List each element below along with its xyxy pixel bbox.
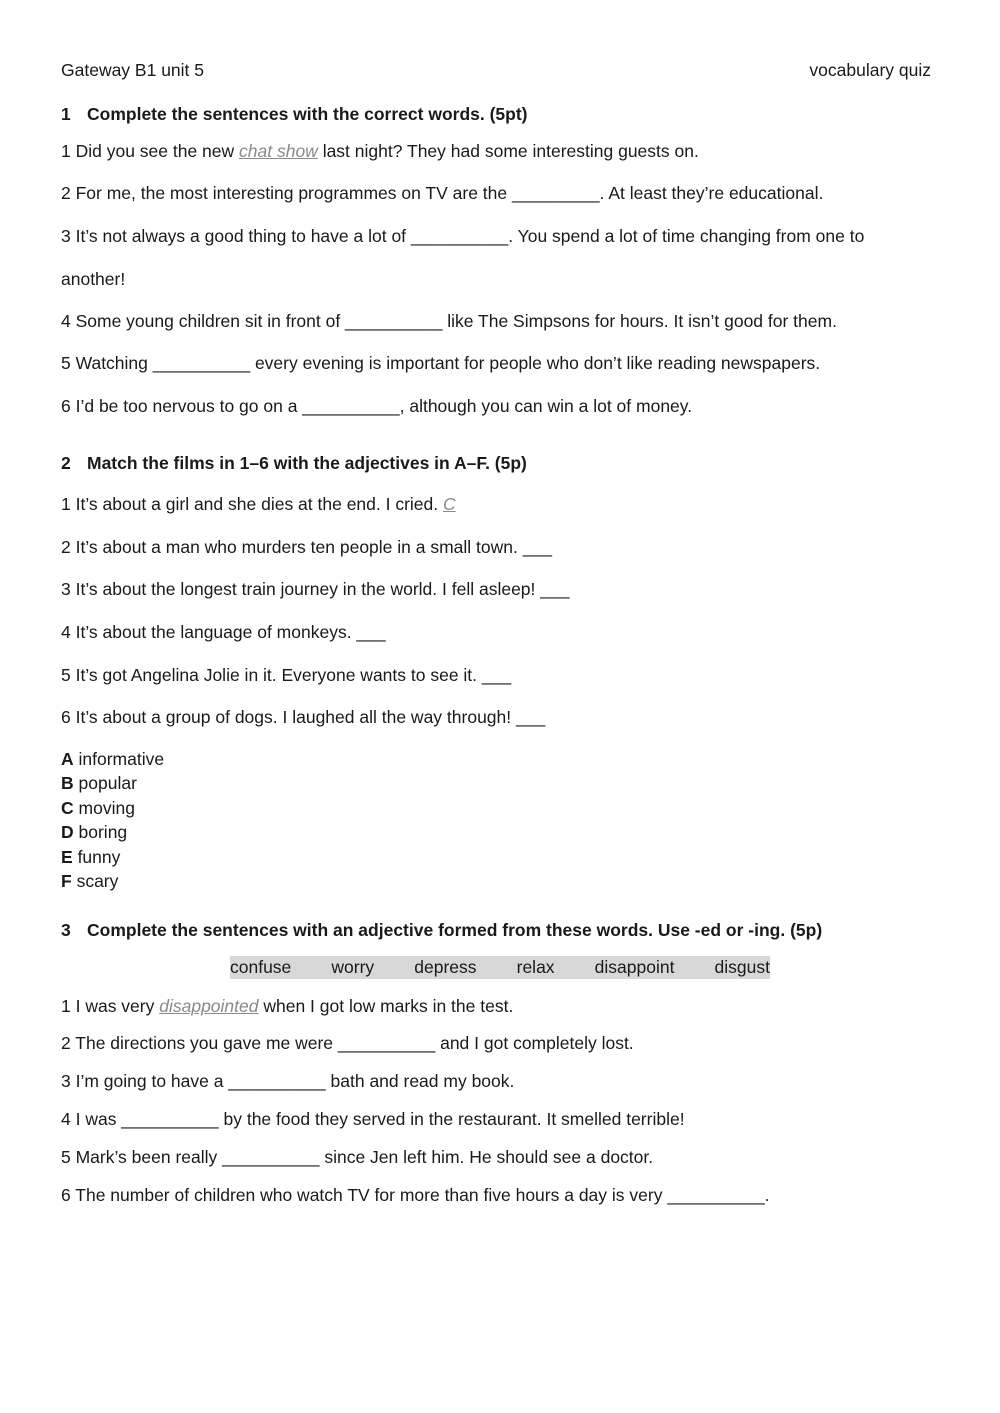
example-answer: C [443,494,456,514]
option-b: B popular [61,773,137,793]
section2-item-6: 6 It’s about a group of dogs. I laughed all the way through! ___ [61,707,546,727]
word-box [230,956,770,979]
section1-heading [61,103,528,125]
section1-item-2: 2 For me, the most interesting programmes on TV are the _________. At least they’re educational. [61,183,824,203]
section3-item-6: 6 The number of children who watch TV for more than five hours a day is very __________. [61,1185,770,1205]
option-c: C moving [61,798,135,818]
section1-item-5: 5 Watching __________ every evening is important for people who don’t like reading newspapers. [61,353,821,373]
example-answer: disappointed [159,996,259,1016]
section1-item-3: 3 It’s not always a good thing to have a lot of __________. You spend a lot of time changing from one to [61,226,865,246]
section3-item-4: 4 I was __________ by the food they served in the restaurant. It smelled terrible! [61,1109,685,1129]
section2-instruction: Match the films in 1–6 with the adjectives in A–F. (5p) [87,453,527,473]
word-box-item: disappoint [594,957,675,977]
example-answer: chat show [239,141,318,161]
option-f: F scary [61,871,119,891]
section1-item-1: 1 Did you see the new chat show last night? They had some interesting guests on. [61,141,699,161]
section2-item-4: 4 It’s about the language of monkeys. ___ [61,622,386,642]
section2-item-5: 5 It’s got Angelina Jolie in it. Everyone wants to see it. ___ [61,665,512,685]
section3-item-3: 3 I’m going to have a __________ bath and read my book. [61,1071,515,1091]
section2-heading [61,452,527,474]
section3-item-1: 1 I was very disappointed when I got low marks in the test. [61,996,514,1016]
option-a: A informative [61,749,165,769]
section1-item-4: 4 Some young children sit in front of __________ like The Simpsons for hours. It isn’t good for them. [61,311,837,331]
section2-item-1: 1 It’s about a girl and she dies at the end. I cried. C [61,494,456,514]
section1-item-3-continued: another! [61,269,126,289]
section1-item-6: 6 I’d be too nervous to go on a __________, although you can win a lot of money. [61,396,693,416]
word-box-item: relax [516,957,555,977]
section1-number: 1 [61,104,71,124]
section1-instruction: Complete the sentences with the correct words. (5pt) [87,104,528,124]
section2-number: 2 [61,453,71,473]
section3-item-2: 2 The directions you gave me were __________ and I got completely lost. [61,1033,634,1053]
section3-item-5: 5 Mark’s been really __________ since Jen left him. He should see a doctor. [61,1147,654,1167]
word-box-item: worry [331,957,375,977]
section3-heading [61,919,822,941]
section3-number: 3 [61,920,71,940]
option-d: D boring [61,822,128,842]
option-e: E funny [61,847,121,867]
worksheet-title: Gateway B1 unit 5 [61,60,204,80]
word-box-item: confuse [230,957,292,977]
word-box-item: depress [414,957,477,977]
section3-instruction: Complete the sentences with an adjective formed from these words. Use -ed or -ing. (5p) [87,920,823,940]
word-box-item: disgust [714,957,770,977]
section2-item-3: 3 It’s about the longest train journey in the world. I fell asleep! ___ [61,579,570,599]
section2-item-2: 2 It’s about a man who murders ten people in a small town. ___ [61,537,552,557]
worksheet-subtitle: vocabulary quiz [809,60,931,80]
